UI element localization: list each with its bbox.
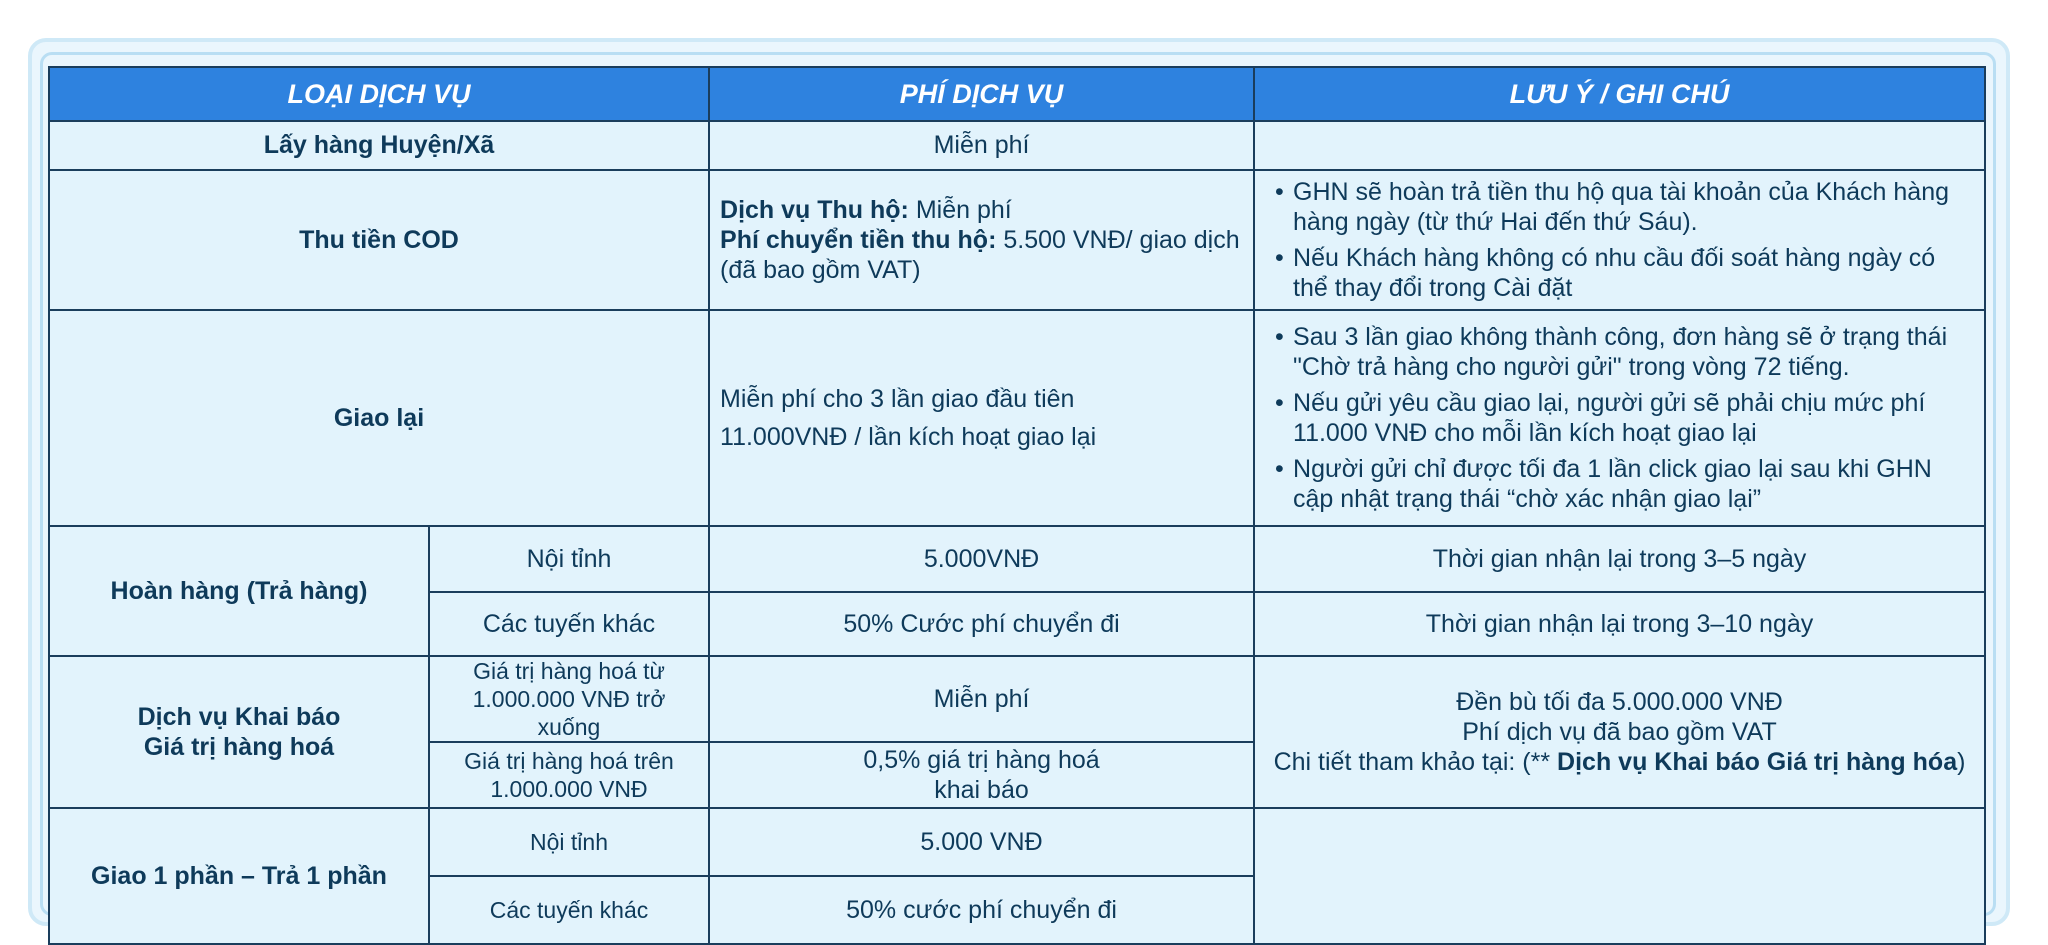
redelivery-fee-line-1: Miễn phí cho 3 lần giao đầu tiên: [720, 385, 1075, 413]
fee-pickup: Miễn phí: [709, 121, 1254, 170]
header-service-fee: PHÍ DỊCH VỤ: [709, 67, 1254, 121]
return-sub-label: Nội tỉnh: [429, 526, 709, 592]
service-cod: Thu tiền COD: [49, 170, 709, 310]
declaration-service-line-1: Dịch vụ Khai báo: [137, 703, 341, 731]
service-return: Hoàn hàng (Trả hàng): [49, 526, 429, 656]
declaration-note-line-1: Đền bù tối đa 5.000.000 VNĐ: [1456, 688, 1783, 716]
redelivery-fee-line-2: 11.000VNĐ / lần kích hoạt giao lại: [720, 423, 1097, 451]
service-partial: Giao 1 phần – Trả 1 phần: [49, 808, 429, 944]
return-sub-fee: 50% Cước phí chuyển đi: [709, 592, 1254, 656]
fee-redelivery: [709, 310, 1254, 526]
table-row: [49, 121, 1985, 170]
fee-cod: [709, 170, 1254, 310]
service-declaration: [49, 656, 429, 808]
cod-fee-value-2: 5.500 VNĐ/ giao dịch (đã bao gồm VAT): [720, 226, 1240, 284]
table-row: [49, 170, 1985, 310]
return-sub-label: Các tuyến khác: [429, 592, 709, 656]
header-notes: LƯU Ý / GHI CHÚ: [1254, 67, 1985, 121]
service-fee-table: [48, 66, 1986, 945]
declaration-sub-fee: Miễn phí: [709, 656, 1254, 742]
table-row: [49, 656, 1985, 742]
service-redelivery: Giao lại: [49, 310, 709, 526]
declaration-link[interactable]: Dịch vụ Khai báo Giá trị hàng hóa: [1557, 748, 1958, 776]
declaration-note-line-3: Chi tiết tham khảo tại: (** Dịch vụ Khai báo Giá trị hàng hóa): [1273, 748, 1966, 776]
return-sub-note: Thời gian nhận lại trong 3–5 ngày: [1254, 526, 1985, 592]
return-sub-fee: 5.000VNĐ: [709, 526, 1254, 592]
list-item: • Nếu Khách hàng không có nhu cầu đối soát hàng ngày có thể thay đổi trong Cài đặt: [1275, 243, 1974, 303]
cod-fee-label-1: Dịch vụ Thu hộ:: [720, 196, 909, 224]
declaration-sub-label: Giá trị hàng hoá từ 1.000.000 VNĐ trở xuống: [429, 656, 709, 742]
table-row: [49, 310, 1985, 526]
note-pickup: [1254, 121, 1985, 170]
partial-sub-fee: 5.000 VNĐ: [709, 808, 1254, 876]
cod-fee-label-2: Phí chuyển tiền thu hộ:: [720, 226, 997, 254]
return-sub-note: Thời gian nhận lại trong 3–10 ngày: [1254, 592, 1985, 656]
list-item: • GHN sẽ hoàn trả tiền thu hộ qua tài khoản của Khách hàng hàng ngày (từ thứ Hai đến thứ Sáu).: [1275, 177, 1974, 237]
declaration-sub-label: Giá trị hàng hoá trên 1.000.000 VNĐ: [429, 742, 709, 808]
declaration-service-line-2: Giá trị hàng hoá: [143, 733, 335, 761]
table-header-row: [49, 67, 1985, 121]
partial-sub-fee: 50% cước phí chuyển đi: [709, 876, 1254, 944]
note-partial: [1254, 808, 1985, 944]
header-service-type: LOẠI DỊCH VỤ: [49, 67, 709, 121]
declaration-note-line-2: Phí dịch vụ đã bao gồm VAT: [1462, 718, 1777, 746]
list-item: • Người gửi chỉ được tối đa 1 lần click giao lại sau khi GHN cập nhật trạng thái “chờ xác nhận giao lại”: [1275, 454, 1974, 514]
note-declaration: [1254, 656, 1985, 808]
cod-fee-value-1: Miễn phí: [908, 196, 1012, 224]
declaration-sub-fee: 0,5% giá trị hàng hoá khai báo: [709, 742, 1254, 808]
note-redelivery: [1254, 310, 1985, 526]
table-row: [49, 808, 1985, 876]
list-item: • Nếu gửi yêu cầu giao lại, người gửi sẽ phải chịu mức phí 11.000 VNĐ cho mỗi lần kích hoạt giao lại: [1275, 388, 1974, 448]
service-pickup: Lấy hàng Huyện/Xã: [49, 121, 709, 170]
list-item: • Sau 3 lần giao không thành công, đơn hàng sẽ ở trạng thái "Chờ trả hàng cho người gửi" trong vòng 72 tiếng.: [1275, 322, 1974, 382]
note-cod: [1254, 170, 1985, 310]
partial-sub-label: Nội tỉnh: [429, 808, 709, 876]
partial-sub-label: Các tuyến khác: [429, 876, 709, 944]
table-row: [49, 526, 1985, 592]
